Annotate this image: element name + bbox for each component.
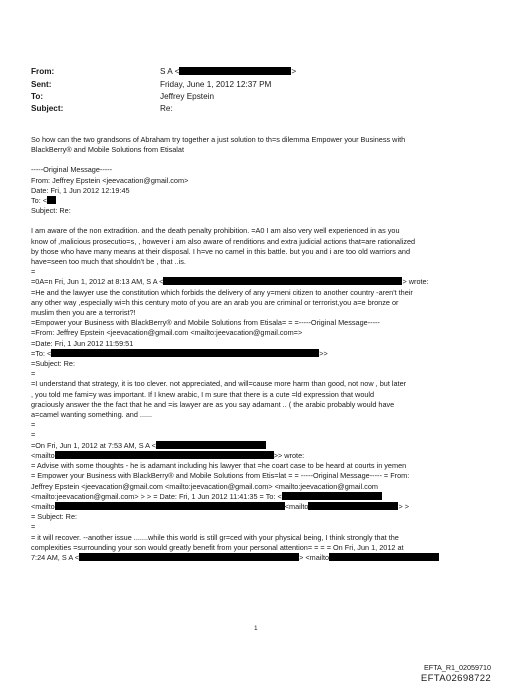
on-wrote-line	[31, 553, 483, 563]
body-line: = Empower your Business with BlackBerry® and Mobile Solutions from Etis=lat = = -----Original Message----- = From:	[31, 471, 410, 481]
body-line: , you told me fami=y was important. If I knew arabic, I m sure that there is a cute =ld expression that would	[31, 389, 375, 399]
body-line: =From: Jeffrey Epstein <jeevacation@gmail.com <mailto:jeevacation@gmail.com=>	[31, 328, 303, 338]
email-body	[31, 135, 483, 563]
body-line	[31, 502, 483, 512]
body-line: a=camel wanting something. and ......	[31, 410, 153, 420]
body-line: BlackBerry® and Mobile Solutions from Etisalat	[31, 145, 184, 155]
body-line: =	[31, 522, 36, 532]
sent-value: Friday, June 1, 2012 12:37 PM	[160, 80, 272, 89]
redaction-bar	[282, 492, 382, 500]
on-wrote-text: =0A=n Fri, Jun 1, 2012 at 8:13 AM, S A <	[31, 277, 164, 287]
body-line: = it will recover. --another issue .......while this world is still gr=ced with your physical being, I think strongly that the	[31, 532, 399, 542]
on-wrote-line	[31, 277, 483, 287]
quoted-date: Date: Fri, 1 Jun 2012 12:19:45	[31, 185, 130, 195]
body-text: <mailto:jeevacation@gmail.com> > > = Date: Fri, 1 Jun 2012 11:41:35 = To: <	[31, 491, 282, 501]
on-wrote-line	[31, 441, 483, 451]
redaction-bar	[329, 553, 439, 561]
quoted-to	[31, 349, 483, 359]
body-line: =Date: Fri, 1 Jun 2012 11:59:51	[31, 338, 134, 348]
quoted-subject: Subject: Re:	[31, 206, 71, 216]
quoted-to-text: To: <	[31, 196, 48, 206]
mailto-text: <mailto	[284, 501, 309, 511]
body-line: I am aware of the non extradition. and the death penalty prohibition. =A0 I am also very well experienced in as you	[31, 226, 400, 236]
quoted-to	[31, 196, 483, 206]
redaction-bar	[55, 502, 285, 510]
to-value: Jeffrey Epstein	[160, 92, 215, 101]
from-text: S A <	[160, 67, 180, 76]
body-line: =Empower your Business with BlackBerry® and Mobile Solutions from Etisala= = =-----Original Message-----	[31, 318, 380, 328]
body-line: Jeffrey Epstein <jeevacation@gmail.com <mailto:jeevacation@gmail.com> <mailto:jeevacation@gmail.com	[31, 481, 378, 491]
body-line: =I understand that strategy, it is too clever. not appreciated, and will=cause more harm than good, not now , but later	[31, 379, 407, 389]
redaction-bar	[47, 196, 56, 204]
redaction-bar	[55, 451, 274, 459]
body-line: So how can the two grandsons of Abraham try together a just solution to th=s dilemma Empower your Business with	[31, 135, 406, 144]
redaction-bar	[179, 67, 291, 75]
quoted-to-text: =To: <	[31, 348, 52, 358]
on-wrote-mailto	[31, 451, 483, 461]
redaction-bar	[308, 502, 398, 510]
page-number: 1	[254, 625, 258, 632]
from-value	[160, 67, 296, 76]
redaction-bar	[163, 277, 402, 285]
from-label: From:	[31, 67, 55, 76]
on-wrote-text: 7:24 AM, S A <	[31, 552, 80, 562]
from-close: >	[291, 67, 297, 76]
bates-number-small: EFTA_R1_02059710	[424, 663, 491, 672]
body-text: > >	[398, 501, 410, 511]
quoted-subject: = Subject: Re:	[31, 512, 78, 522]
body-line: any other way ,especially wi=h this century moto of you are an arab you are criminal or terrorist,you a=e bronze or	[31, 297, 399, 307]
quoted-subject: =Subject: Re:	[31, 359, 76, 369]
body-line: = Advise with some thoughts - he is adamant including his lawyer that =he coart case to be heard at courts in yemen	[31, 461, 407, 471]
quoted-to-suffix: >>	[319, 348, 328, 358]
on-wrote-suffix: >> wrote:	[273, 450, 305, 460]
subject-label: Subject:	[31, 104, 64, 113]
body-line: complexities =surrounding your son would greatly benefit from your personal attention= = = = On Fri, Jun 1, 2012 at	[31, 542, 404, 552]
body-line: by those who have many means at their disposal. I h=ve no camel in this battle. but you and i are too old warriors and	[31, 246, 411, 256]
body-line: =	[31, 267, 36, 277]
on-wrote-suffix: > wrote:	[402, 277, 429, 287]
body-line: muslim then you are a terrorist?!	[31, 308, 136, 318]
subject-value: Re:	[160, 104, 173, 113]
original-message-separator: -----Original Message-----	[31, 165, 113, 175]
on-wrote-text: =On Fri, Jun 1, 2012 at 7:53 AM, S A <	[31, 440, 156, 450]
body-line: graciously answer the the fact that he and =is lawyer are as you say adamant .. ( the arabic probably would have	[31, 399, 395, 409]
sent-label: Sent:	[31, 80, 52, 89]
body-line: =	[31, 369, 36, 379]
redaction-bar	[51, 349, 319, 357]
quoted-from: From: Jeffrey Epstein <jeevacation@gmail.com>	[31, 175, 189, 185]
redaction-bar	[156, 441, 266, 449]
body-line: =He and the lawyer use the constitution which forbids the delivery of any y=meni citizen to another country -aren't their	[31, 287, 413, 297]
body-line: =	[31, 430, 36, 440]
mailto-text: > <mailto	[299, 552, 330, 562]
body-line: have=seen too much that shouldn't be , that ..is.	[31, 257, 186, 267]
body-line	[31, 492, 483, 502]
body-line: =	[31, 420, 36, 430]
to-label: To:	[31, 92, 44, 101]
body-line: know of ,malicious prosecutio=s, , however i am also aware of renditions and extra judicial actions that=are rationalized	[31, 236, 416, 246]
mailto-text: <mailto	[31, 450, 55, 460]
redaction-bar	[79, 553, 299, 561]
bates-number-large: EFTA02698722	[420, 673, 491, 684]
mailto-text: <mailto	[31, 501, 55, 511]
